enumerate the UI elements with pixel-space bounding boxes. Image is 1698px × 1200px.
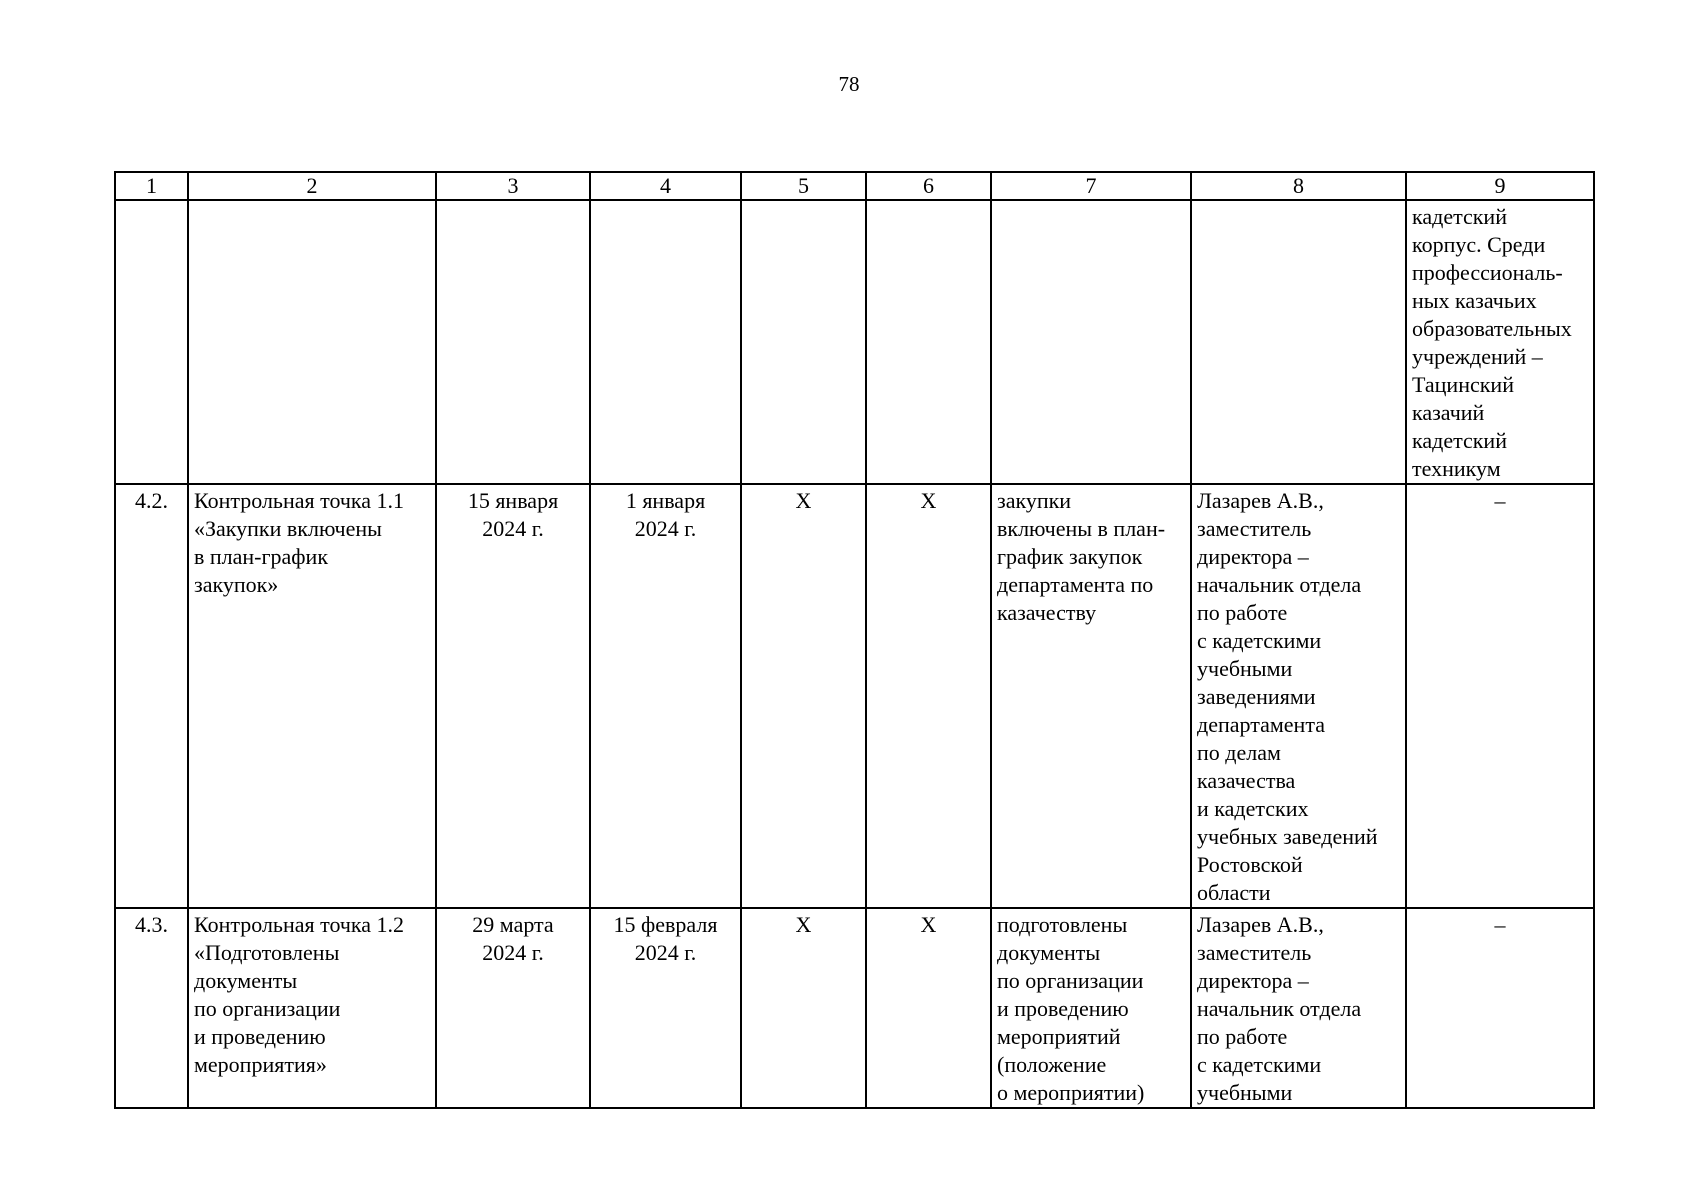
table-row-continuation bbox=[115, 200, 1594, 484]
note-line: корпус. Среди bbox=[1412, 232, 1546, 257]
cont-note-cell bbox=[1406, 200, 1594, 484]
cont-cell-6 bbox=[866, 200, 991, 484]
col5-mark: Х bbox=[741, 484, 866, 908]
header-col-7: 7 bbox=[991, 172, 1191, 200]
header-col-1: 1 bbox=[115, 172, 188, 200]
planned-date: 29 марта 2024 г. bbox=[436, 908, 590, 1108]
header-col-3: 3 bbox=[436, 172, 590, 200]
note-line: казачий bbox=[1412, 400, 1485, 425]
control-points-table bbox=[114, 171, 1595, 1109]
note-line: ных казачьих bbox=[1412, 288, 1537, 313]
cont-cell-7 bbox=[991, 200, 1191, 484]
col5-mark: Х bbox=[741, 908, 866, 1108]
row-number: 4.3. bbox=[115, 908, 188, 1108]
cont-cell-3 bbox=[436, 200, 590, 484]
result-description: подготовлены документы по организации и проведению мероприятий (положение о мероприятии) bbox=[991, 908, 1191, 1108]
note-line: техникум bbox=[1412, 456, 1501, 481]
result-description: закупки включены в план- график закупок департамента по казачеству bbox=[991, 484, 1191, 908]
note-line: учреждений – bbox=[1412, 344, 1543, 369]
control-point-name: Контрольная точка 1.1 «Закупки включены в план-график закупок» bbox=[188, 484, 436, 908]
note-cell: – bbox=[1406, 908, 1594, 1108]
note-line: Тацинский bbox=[1412, 372, 1514, 397]
cont-cell-2 bbox=[188, 200, 436, 484]
actual-date: 1 января 2024 г. bbox=[590, 484, 741, 908]
cont-cell-1 bbox=[115, 200, 188, 484]
cont-cell-8 bbox=[1191, 200, 1406, 484]
table-row bbox=[115, 484, 1594, 908]
note-line: кадетский bbox=[1412, 204, 1507, 229]
table-row bbox=[115, 908, 1594, 1108]
header-col-2: 2 bbox=[188, 172, 436, 200]
note-line: профессиональ- bbox=[1412, 260, 1563, 285]
cont-cell-4 bbox=[590, 200, 741, 484]
row-number: 4.2. bbox=[115, 484, 188, 908]
header-col-9: 9 bbox=[1406, 172, 1594, 200]
note-line: кадетский bbox=[1412, 428, 1507, 453]
table-header bbox=[115, 172, 1594, 200]
header-col-4: 4 bbox=[590, 172, 741, 200]
responsible-person: Лазарев А.В., заместитель директора – начальник отдела по работе с кадетскими учебными bbox=[1191, 908, 1406, 1108]
control-point-name: Контрольная точка 1.2 «Подготовлены документы по организации и проведению мероприятия» bbox=[188, 908, 436, 1108]
actual-date: 15 февраля 2024 г. bbox=[590, 908, 741, 1108]
responsible-person: Лазарев А.В., заместитель директора – начальник отдела по работе с кадетскими учебными заведениями департамента по делам казачества и кадетских учебных заведений Ростовской области bbox=[1191, 484, 1406, 908]
header-col-5: 5 bbox=[741, 172, 866, 200]
col6-mark: Х bbox=[866, 908, 991, 1108]
col6-mark: Х bbox=[866, 484, 991, 908]
header-col-6: 6 bbox=[866, 172, 991, 200]
cont-cell-5 bbox=[741, 200, 866, 484]
note-line: образовательных bbox=[1412, 316, 1572, 341]
header-col-8: 8 bbox=[1191, 172, 1406, 200]
note-cell: – bbox=[1406, 484, 1594, 908]
planned-date: 15 января 2024 г. bbox=[436, 484, 590, 908]
page-number: 78 bbox=[838, 72, 860, 96]
